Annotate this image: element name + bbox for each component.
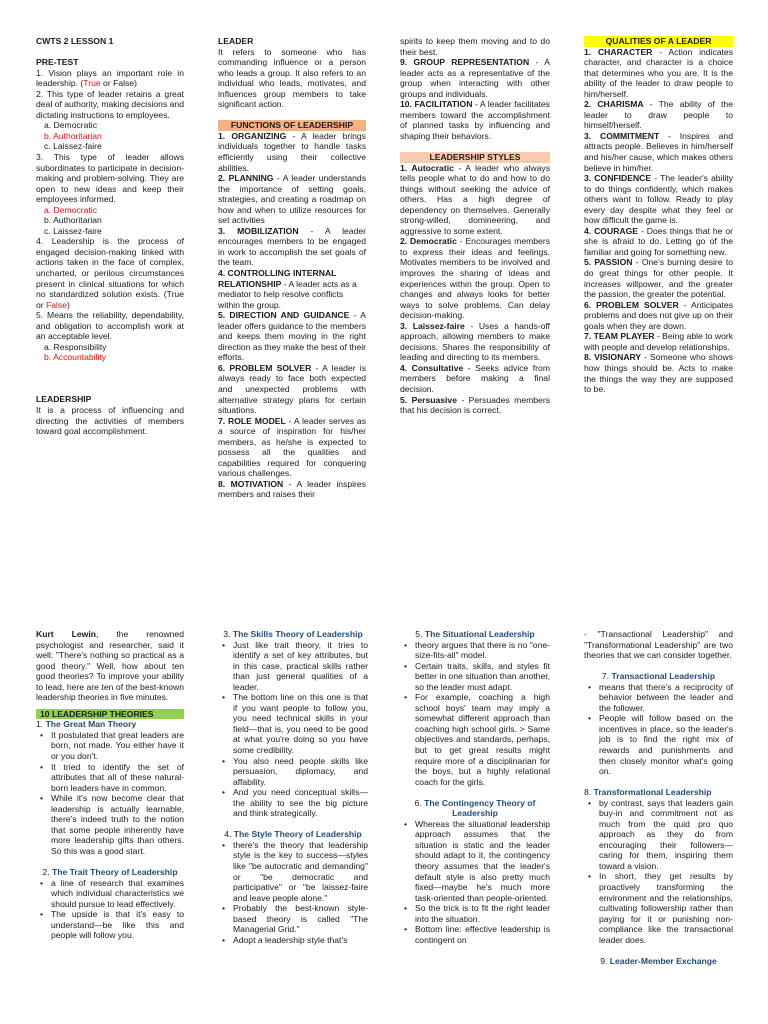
functions-heading: FUNCTIONS OF LEADERSHIP <box>218 120 366 131</box>
function-item: 3. MOBILIZATION - A leader encourages members to be engaged in work to accomplish the set goals of the team. <box>218 225 366 268</box>
column-pretest <box>36 36 184 437</box>
leader-definition: It refers to someone who has commanding influence or a person who leads a group. It also refers to an individual who leads, motivates, and influences group members to take significant action. <box>218 46 366 110</box>
list-item: • by contrast, says that leaders gain buy-in and commitment not as much from the quid pro quo approach as they do from encouraging their followers—caring for them, inspiring them toward a vision. <box>599 798 733 872</box>
theory-7-title: 7. Transactional Leadership <box>601 671 716 682</box>
leadership-definition: It is a process of influencing and directing the activities of members toward goal accomplishment. <box>36 404 184 437</box>
style-item: 2. Democratic - Encourages members to express their ideas and feelings. Motivates members to be involved and improves the sharing of ideas and experiences within the group. Open to changes and always looks for better ways to solve problems. Can delay decision-making. <box>400 236 550 321</box>
style-item: 1. Autocratic - A leader who always tells people what to do and how to do things without seeking the advice of others. Has a high degree of dependency on themselves. Generally strong-willed, domineering, and aggressive to some extent. <box>400 162 550 236</box>
quality-item: 3. CONFIDENCE - The leader's ability to do things confidently, which makes others want to follow. Ready to play every day despite what they feel or how difficult the game is. <box>584 173 733 226</box>
question-5: 5. Means the reliability, dependability, and obligation to accomplish work at an acceptable level. <box>36 310 184 342</box>
list-item: • While it's now become clear that leadership is actually learnable, there's indeed truth to the notion that some people inherently have more leadership gifts than others. So this was a good start. <box>51 793 184 856</box>
theory-4-list <box>218 840 368 945</box>
theory-1-list <box>36 730 184 857</box>
list-item: • The upside is that it's easy to understand—be like this and people will follow you. <box>51 909 184 941</box>
list-item: • there's the theory that leadership style is the key to success—styles like "be autocratic and demanding" or "be democratic and participative" or "be laissez-faire and leave people alone." <box>233 840 368 903</box>
theory-3-list <box>218 640 368 819</box>
list-item: • You also need people skills like persuasion, diplomacy, and affability. <box>233 756 368 788</box>
question-4: 4. Leadership is the process of engaged decision-making linked with actions taken in the face of complex, uncharted, or perilous circumstances present in clinical situations for which no standardized solution exists. (True or False) <box>36 236 184 310</box>
theory-2-title: 2. The Trait Theory of Leadership <box>42 866 178 877</box>
list-item: • Probably the best-known style-based theory is called "The Managerial Grid." <box>233 903 368 935</box>
quality-item: 5. PASSION - One's burning desire to do great things for other people. It increases willpower, and the greater the passion, the greater the potential. <box>584 257 733 300</box>
quality-item: 2. CHARISMA - The ability of the leader to draw people to himself/herself. <box>584 99 733 131</box>
list-item: • a line of research that examines which individual characteristics we should pursue to lead effectively. <box>51 878 184 910</box>
theory-1-title: 1. The Great Man Theory <box>36 719 137 730</box>
column-theories-5-6 <box>400 629 550 945</box>
question-3: 3. This type of leader allows subordinates to participate in decision-making and problem-solving. They are open to new ideas and keep their employees informed. <box>36 151 184 205</box>
theory-7-list <box>584 682 733 777</box>
function-continued: spirits to keep them moving and to do their best. <box>400 36 550 57</box>
theories-7-8-intro: - "Transactional Leadership" and "Transformational Leadership" are two theories that we can consider together. <box>584 629 733 661</box>
list-item: • For example, coaching a high school boys' team may imply a somewhat different approach than coaching high school girls. > Same objectives and standards, perhaps, but to get great results might require more of a disciplinarian for the boys, but a highly relational coach for the girls. <box>415 692 550 787</box>
question-2-option: a. Democratic <box>44 120 98 131</box>
question-3-option: b. Authoritarian <box>44 215 102 226</box>
list-item: • In short, they get results by proactively transforming the environment and the relationships, cultivating followership rather than paying for it or punishing non-compliance like the transactional leader does. <box>599 871 733 945</box>
lesson-title: CWTS 2 LESSON 1 <box>36 36 114 46</box>
lewin-intro: Kurt Lewin, the renowned psychologist and researcher, said it well: "There's nothing so practical as a good theory." Well, how about ten good theories? To improve your ability to lead, here are ten of the best-known leadership theories in five minutes. <box>36 629 184 703</box>
theory-8-list <box>584 798 733 946</box>
list-item: • theory argues that there is no "one-size-fits-all" model. <box>415 640 550 661</box>
pretest-heading: PRE-TEST <box>36 57 79 68</box>
function-item: 5. DIRECTION AND GUIDANCE - A leader offers guidance to the members and keeps them moving in the right direction as they make the best of their efforts. <box>218 310 366 363</box>
list-item: • So the trick is to fit the right leader into the situation. <box>415 903 550 924</box>
quality-item: 7. TEAM PLAYER - Being able to work with people and develop relationships. <box>584 331 734 352</box>
theory-5-title: 5. The Situational Leadership <box>415 629 535 639</box>
question-3-option: c. Laissez-faire <box>44 225 102 236</box>
list-item: • Bottom line: effective leadership is contingent on <box>415 924 550 945</box>
theory-8-title: 8. Transformational Leadership <box>584 787 712 798</box>
quality-item: 6. PROBLEM SOLVER - Anticipates problems and does not give up on their goals when they are down. <box>584 299 733 331</box>
list-item: • People will follow based on the incentives in place, so the leader's job is to find the right mix of rewards and punishments and then closely monitor what's going on. <box>599 713 733 776</box>
question-2-option: b. Authoritarian <box>44 130 102 141</box>
list-item: • Whereas the situational leadership approach assumes that the situation is static and the leader should adapt to it, the contingency theory assumes that the leader's default style is also pretty much fixed—maybe he's much more task-oriented than people-oriented. <box>415 819 550 903</box>
column-theories-intro <box>36 629 184 941</box>
list-item: • means that there's a reciprocity of behavior between the leader and the follower. <box>599 682 733 714</box>
list-item: • Just like trait theory, it tries to identify a set of key attributes, but in this case, practical skills rather than just general qualities of a leader. <box>233 640 368 693</box>
question-2: 2. This type of leader retains a great deal of authority, making decisions and dictating instructions to employees. <box>36 88 184 120</box>
leadership-heading: LEADERSHIP <box>36 394 92 405</box>
function-item: 6. PROBLEM SOLVER - A leader is always ready to face both expected and unexpected problems with alternative strategy plans for certain situations. <box>218 362 366 416</box>
column-qualities <box>584 36 733 395</box>
theory-9-title: 9. Leader-Member Exchange <box>600 955 717 966</box>
qualities-heading: QUALITIES OF A LEADER <box>584 36 733 47</box>
styles-heading: LEADERSHIP STYLES <box>400 152 550 163</box>
column-styles <box>400 36 550 416</box>
quality-item: 3. COMMITMENT - Inspires and attracts people. Believes in him/herself and his/her cause, which makes others believe in him/her. <box>584 130 733 173</box>
function-item: 2. PLANNING - A leader understands the importance of setting goals, strategies, and creating a roadmap on how and when to utilize resources for set activities <box>218 173 366 226</box>
column-functions <box>218 36 366 500</box>
theory-4-title: 4. The Style Theory of Leadership <box>224 829 362 840</box>
theory-6-list <box>400 819 550 946</box>
quality-item: 4. COURAGE - Does things that he or she is afraid to do. Letting go of the familiar and going for something new. <box>584 225 734 257</box>
quality-item: 1. CHARACTER - Action indicates character, and character is a choice that determines who you are. It is the ability of the leader to draw people to him/herself. <box>584 46 734 99</box>
question-2-option: c. Laissez-faire <box>44 141 102 152</box>
style-item: 4. Consultative - Seeks advice from members before making a final decision. <box>400 362 550 394</box>
theory-5-list <box>400 640 550 788</box>
function-item: 10. FACILITATION - A leader facilitates members toward the accomplishment of planned tasks by influencing and shaping their behaviors. <box>400 99 550 141</box>
question-5-option: b. Accountability <box>44 352 107 363</box>
column-theories-7-9 <box>584 629 733 966</box>
function-item: 8. MOTIVATION - A leader inspires members and raises their <box>218 478 366 500</box>
list-item: • It tried to identify the set of attributes that all of these natural-born leaders have in common. <box>51 762 184 794</box>
question-3-option: a. Democratic <box>44 204 98 215</box>
theory-3-title: 3. The Skills Theory of Leadership <box>223 629 363 639</box>
leader-heading: LEADER <box>218 36 254 46</box>
list-item: • It postulated that great leaders are born, not made. You either have it or you don't. <box>51 730 184 762</box>
function-item: 9. GROUP REPRESENTATION - A leader acts as a representative of the group when interacting with other groups and individuals. <box>400 57 550 99</box>
style-item: 3. Laissez-faire - Uses a hands-off approach, allowing members to make decisions. Shares the responsibility of leading and directing to its members. <box>400 320 550 363</box>
list-item: • Adopt a leadership style that's <box>233 935 368 946</box>
theories-heading: 10 LEADERSHIP THEORIES <box>36 709 184 720</box>
function-item: 7. ROLE MODEL - A leader serves as a source of inspiration for his/her members, as he/she is expected to possess all the qualities and capabilities required for conquering various challenges. <box>218 415 366 479</box>
theory-2-list <box>36 878 184 941</box>
list-item: • And you need conceptual skills—the ability to see the big picture and think strategically. <box>233 787 368 819</box>
question-1: 1. Vision plays an important role in leadership. (True or False) <box>36 67 184 89</box>
list-item: • The bottom line on this one is that if you want people to follow you, you need technical skills in your field—that is, you need to be good at what you're doing so you have some credibility. <box>233 692 368 755</box>
list-item: • Certain traits, skills, and styles fit better in one situation than another, so the leader must adapt. <box>415 661 550 693</box>
column-theories-3-4 <box>218 629 368 945</box>
function-item: 1. ORGANIZING - A leader brings individuals together to handle tasks efficiently using their collective abilities. <box>218 130 366 173</box>
theory-6-title: 6. The Contingency Theory of Leadership <box>414 797 536 819</box>
quality-item: 8. VISIONARY - Someone who shows how things should be. Acts to make the things the way they are supposed to be. <box>584 352 734 395</box>
function-item: 4. CONTROLLING INTERNAL RELATIONSHIP - A leader acts as a mediator to help resolve conflicts within the group. <box>218 267 357 310</box>
question-5-option: a. Responsibility <box>44 341 107 352</box>
style-item: 5. Persuasive - Persuades members that his decision is correct. <box>400 394 550 416</box>
